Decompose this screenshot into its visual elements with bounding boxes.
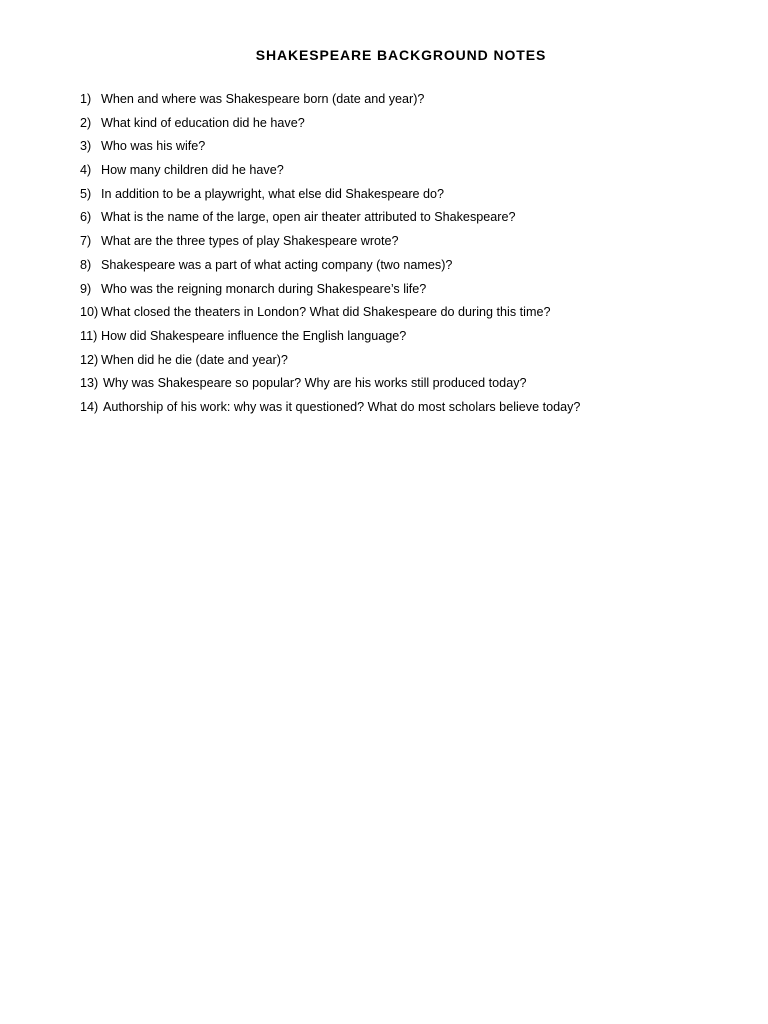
question-number: 10) xyxy=(80,305,99,320)
question-item xyxy=(80,159,720,183)
question-number: 11) xyxy=(80,328,98,343)
question-number: 9) xyxy=(80,281,92,296)
question-text: When did he die (date and year)? xyxy=(101,352,288,367)
question-item xyxy=(80,325,720,349)
question-number: 5) xyxy=(80,186,92,201)
question-number: 6) xyxy=(80,210,92,225)
question-item xyxy=(80,135,720,159)
question-number: 12) xyxy=(80,352,99,367)
question-text: What is the name of the large, open air theater attributed to Shakespeare? xyxy=(101,210,516,225)
question-text: Why was Shakespeare so popular? Why are his works still produced today? xyxy=(103,376,527,391)
question-text: How did Shakespeare influence the English language? xyxy=(101,328,407,343)
question-text: When and where was Shakespeare born (date and year)? xyxy=(101,92,425,106)
question-text: How many children did he have? xyxy=(101,163,284,178)
question-item xyxy=(80,278,720,302)
question-item xyxy=(80,372,720,396)
question-text: Shakespeare was a part of what acting company (two names)? xyxy=(101,257,453,272)
question-item xyxy=(80,349,720,373)
question-item xyxy=(80,301,720,325)
question-item xyxy=(80,254,720,278)
question-item xyxy=(80,88,720,112)
document-title: SHAKESPEARE BACKGROUND NOTES xyxy=(255,47,547,63)
question-number: 2) xyxy=(80,115,92,130)
question-text: Authorship of his work: why was it questioned? What do most scholars believe today? xyxy=(103,399,581,414)
question-text: What closed the theaters in London? What did Shakespeare do during this time? xyxy=(101,305,551,320)
question-number: 8) xyxy=(80,257,92,272)
question-number: 13) xyxy=(80,376,99,391)
question-item xyxy=(80,112,720,136)
question-text: Who was his wife? xyxy=(101,139,206,154)
question-item xyxy=(80,230,720,254)
question-item xyxy=(80,183,720,207)
question-number: 4) xyxy=(80,163,92,178)
question-text: In addition to be a playwright, what else did Shakespeare do? xyxy=(101,186,445,201)
question-item xyxy=(80,396,720,420)
question-number: 7) xyxy=(80,234,92,249)
question-number: 1) xyxy=(80,92,92,106)
question-text: What are the three types of play Shakespeare wrote? xyxy=(101,234,399,249)
question-item xyxy=(80,206,720,230)
question-text: Who was the reigning monarch during Shakespeare’s life? xyxy=(101,281,427,296)
question-number: 14) xyxy=(80,399,99,414)
question-text: What kind of education did he have? xyxy=(101,115,305,130)
question-list xyxy=(80,88,720,420)
question-number: 3) xyxy=(80,139,92,154)
